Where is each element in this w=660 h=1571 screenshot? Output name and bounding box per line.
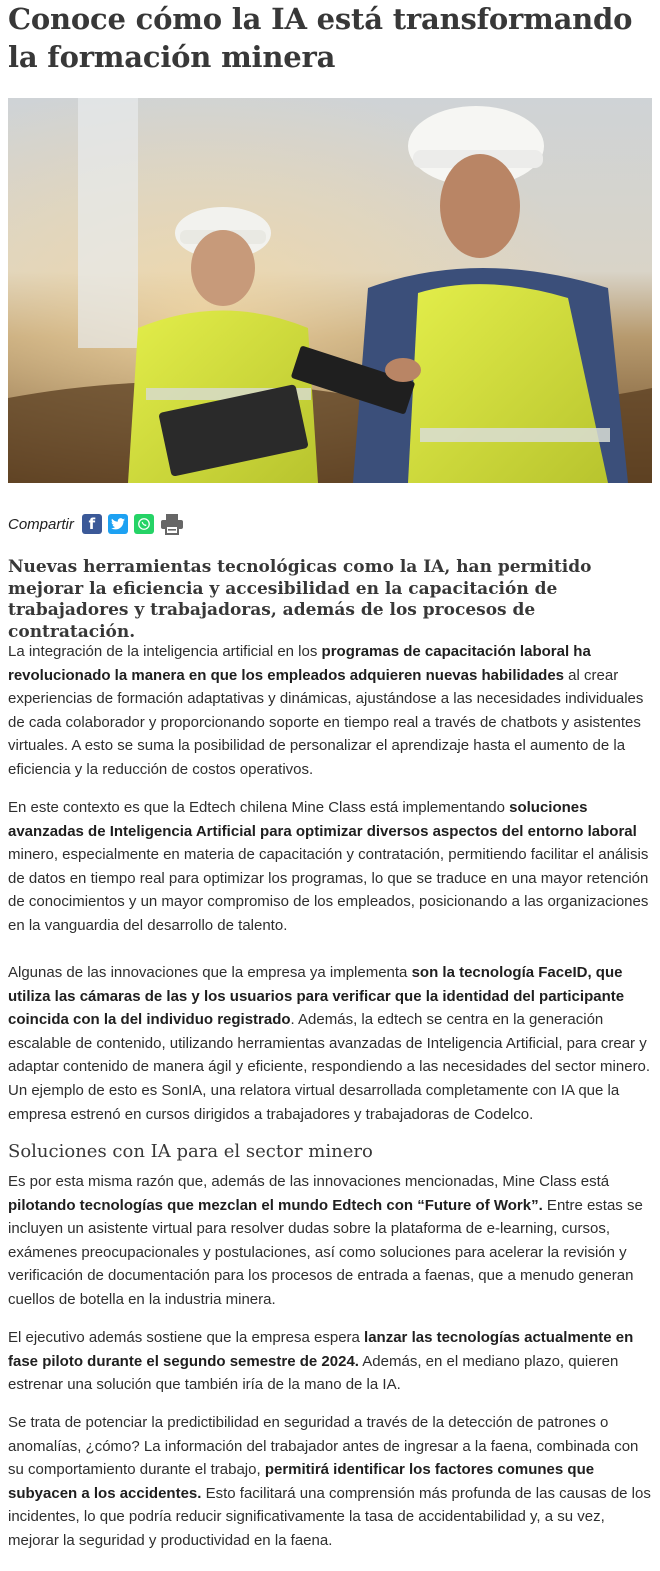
facebook-icon[interactable]: f [82, 514, 102, 534]
paragraph-2: En este contexto es que la Edtech chilena Mine Class está implementando soluciones avanzadas de Inteligencia Artificial para optimizar diversos aspectos del entorno laboral minero, especialmente en materia de capacitación y contratación, permitiendo facilitar el análisis de datos en tiempo real para optimizar los programas, lo que se traduce en una mayor retención de conocimientos y un mayor compromiso de los empleados, posicionando a las organizaciones en la vanguardia del desarrollo de talento. [8, 799, 649, 934]
whatsapp-phone-icon [137, 517, 151, 531]
paragraph-6: Se trata de potenciar la predictibilidad en seguridad a través de la detección de patrones o anomalías, ¿cómo? La información del trabajador antes de ingresar a la faena, combinada con su comportamiento durante el trabajo, permitirá identificar los factores comunes que subyacen a los accidentes. Esto facilitará una comprensión más profunda de las causas de los incidentes, lo que podría reducir significativamente la tasa de accidentabilidad y, a su vez, mejorar la seguridad y productividad en la faena. [8, 1414, 651, 1549]
article-title: Conoce cómo la IA está transformando la formación minera [8, 2, 633, 74]
twitter-bird-icon [111, 518, 125, 530]
twitter-icon[interactable] [108, 514, 128, 534]
paragraph-1: La integración de la inteligencia artificial en los programas de capacitación laboral ha revolucionado la manera en que los empleados adquieren nuevas habilidades al crear experiencias de formación adaptativas y dinámicas, ajustándose a las necesidades individuales de cada colaborador y proporcionando soporte en tiempo real a través de chatbots y asistentes virtuales. A esto se suma la posibilidad de personalizar el aprendizaje hasta el aumento de la eficiencia y la reducción de costos operativos. [8, 643, 644, 778]
printer-icon [160, 513, 184, 535]
paragraph-3: Algunas de las innovaciones que la empresa ya implementa son la tecnología FaceID, que utiliza las cámaras de las y los usuarios para verificar que la identidad del participante coincida con la del individuo registrado. Además, la edtech se centra en la generación escalable de contenido, utilizando herramientas avanzadas de Inteligencia Artificial, para crear y adaptar contenido de manera ágil y eficiente, respondiendo a las necesidades del sector minero. Un ejemplo de esto es SonIA, una relatora virtual desarrollada completamente con IA que la empresa estrenó en cursos dirigidos a trabajadores y trabajadoras de Codelco. [8, 964, 651, 1123]
share-bar [8, 512, 190, 536]
print-icon[interactable] [160, 514, 184, 534]
share-label: Compartir [8, 515, 74, 533]
section-heading: Soluciones con IA para el sector minero [8, 1141, 373, 1162]
hero-photo [8, 98, 652, 483]
article-lead: Nuevas herramientas tecnológicas como la IA, han permitido mejorar la eficiencia y accesibilidad en la capacitación de trabajadores y trabajadoras, además de los procesos de contratación. [8, 557, 592, 642]
hero-image [8, 98, 652, 483]
paragraph-4: Es por esta misma razón que, además de las innovaciones mencionadas, Mine Class está pilotando tecnologías que mezclan el mundo Edtech con “Future of Work”. Entre estas se incluyen un asistente virtual para resolver dudas sobre la plataforma de e-learning, cursos, exámenes preocupacionales y postulaciones, así como soluciones para acelerar la revisión y verificación de documentación para los procesos de entrada a faenas, que a menudo generan cuellos de botella en la industria minera. [8, 1173, 643, 1308]
whatsapp-icon[interactable] [134, 514, 154, 534]
paragraph-5: El ejecutivo además sostiene que la empresa espera lanzar las tecnologías actualmente en fase piloto durante el segundo semestre de 2024. Además, en el mediano plazo, quieren estrenar una solución que también iría de la mano de la IA. [8, 1329, 634, 1394]
